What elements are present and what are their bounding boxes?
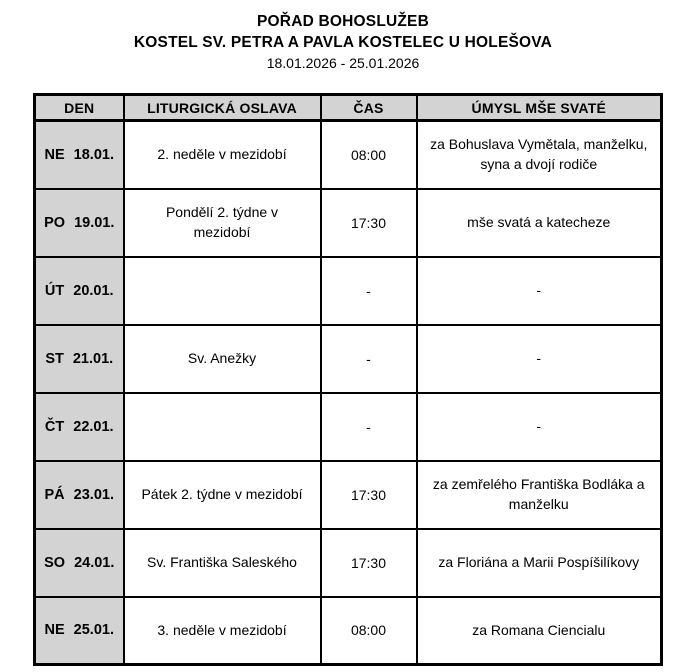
day-date: 18.01. (73, 146, 114, 163)
table-row (35, 189, 662, 257)
day-abbrev: PO (44, 214, 66, 231)
day-label (37, 215, 122, 231)
day-label (37, 555, 122, 571)
celebration-cell: Pondělí 2. týdne v mezidobí (124, 189, 321, 257)
table-row (35, 325, 662, 393)
intention-cell: - (417, 325, 662, 393)
day-cell (35, 461, 124, 529)
page-title: POŘAD BOHOSLUŽEB (257, 13, 429, 30)
day-date: 22.01. (73, 418, 114, 435)
intention-cell: za Romana Ciencialu (417, 597, 662, 665)
intention-cell: mše svatá a katecheze (417, 189, 662, 257)
time-cell: 08:00 (321, 121, 417, 189)
day-abbrev: SO (44, 554, 66, 571)
celebration-cell: Sv. Anežky (124, 325, 321, 393)
date-range: 18.01.2026 - 25.01.2026 (266, 55, 420, 71)
time-cell: - (321, 257, 417, 325)
day-abbrev: ČT (44, 418, 65, 435)
day-cell (35, 393, 124, 461)
day-label (37, 147, 122, 163)
celebration-cell: Pátek 2. týdne v mezidobí (124, 461, 321, 529)
table-body (35, 121, 662, 665)
day-cell (35, 325, 124, 393)
title-block (0, 0, 686, 74)
day-label (37, 351, 122, 367)
celebration-cell: 2. neděle v mezidobí (124, 121, 321, 189)
table-row (35, 597, 662, 665)
day-date: 24.01. (74, 554, 115, 571)
table-header (35, 95, 662, 121)
celebration-cell (124, 257, 321, 325)
intention-cell: za Bohuslava Vymětala, manželku, syna a dvojí rodiče (417, 121, 662, 189)
time-cell: - (321, 393, 417, 461)
table-row (35, 461, 662, 529)
celebration-cell: 3. neděle v mezidobí (124, 597, 321, 665)
day-cell (35, 189, 124, 257)
celebration-cell (124, 393, 321, 461)
day-date: 25.01. (73, 622, 114, 639)
intention-cell: - (417, 393, 662, 461)
header-cell-liturgicka-oslava: LITURGICKÁ OSLAVA (124, 95, 321, 121)
day-abbrev: NE (44, 622, 65, 639)
day-label (37, 419, 122, 435)
day-date: 19.01. (74, 214, 115, 231)
intention-cell: za zemřelého Františka Bodláka a manželku (417, 461, 662, 529)
church-name: KOSTEL SV. PETRA A PAVLA KOSTELEC U HOLEŠOVA (133, 34, 553, 51)
day-cell (35, 597, 124, 665)
table-row (35, 393, 662, 461)
header-cell-umysl-mse-svate: ÚMYSL MŠE SVATÉ (417, 95, 662, 121)
time-cell: 17:30 (321, 461, 417, 529)
header-row (35, 95, 662, 121)
day-abbrev: ST (45, 350, 64, 367)
day-cell (35, 257, 124, 325)
day-date: 21.01. (72, 350, 114, 367)
header-cell-den: DEN (35, 95, 124, 121)
day-abbrev: PÁ (44, 486, 65, 503)
day-label (37, 487, 122, 503)
day-label (37, 622, 122, 638)
table-row (35, 121, 662, 189)
header-cell-cas: ČAS (321, 95, 417, 121)
time-cell: 08:00 (321, 597, 417, 665)
time-cell: 17:30 (321, 189, 417, 257)
time-cell: 17:30 (321, 529, 417, 597)
intention-cell: za Floriána a Marii Pospíšilíkovy (417, 529, 662, 597)
table-row (35, 257, 662, 325)
schedule-table (33, 93, 663, 666)
day-date: 20.01. (73, 282, 114, 299)
day-cell (35, 529, 124, 597)
table-row (35, 529, 662, 597)
celebration-cell: Sv. Františka Saleského (124, 529, 321, 597)
day-abbrev: NE (44, 146, 65, 163)
day-abbrev: ÚT (44, 282, 65, 299)
day-label (37, 283, 122, 299)
day-date: 23.01. (73, 486, 114, 503)
time-cell: - (321, 325, 417, 393)
day-cell (35, 121, 124, 189)
intention-cell: - (417, 257, 662, 325)
